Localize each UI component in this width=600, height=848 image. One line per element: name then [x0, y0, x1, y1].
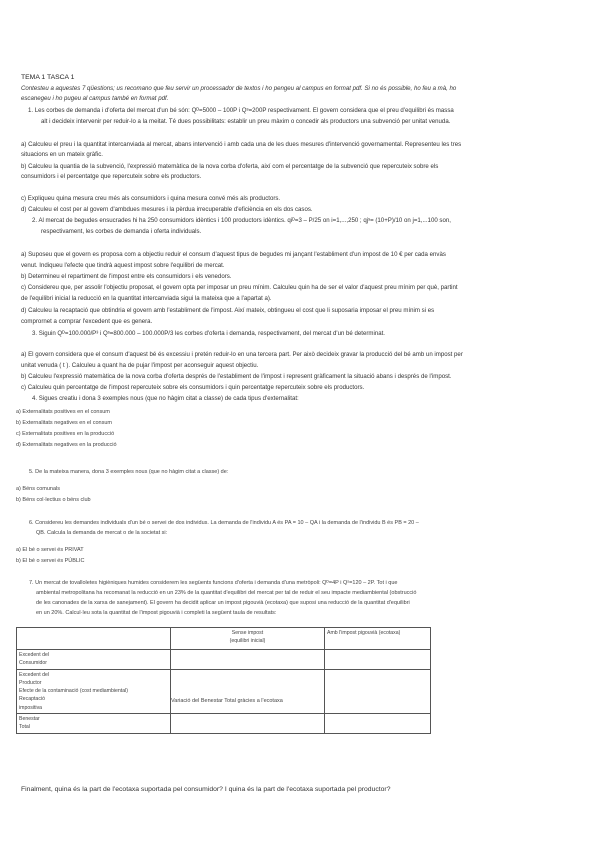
q4-line: 4. Sigues creatiu i dona 3 exemples nous (que no hàgim citat a classe) de cada tipus d'externalitat: — [32, 395, 299, 402]
table-row — [17, 650, 431, 670]
header-no-tax-line-2: (equilibri inicial) — [229, 638, 266, 645]
consumer-surplus-line-2: Consumidor — [19, 660, 47, 667]
q1-a-line-2: situacions en un mateix gràfic. — [21, 151, 103, 158]
consumer-surplus-no-tax-cell — [171, 650, 325, 670]
header-no-tax-line-1: Sense impost — [231, 630, 264, 636]
q2-d-line-2: comprornet a comprar l'excedent que es genera. — [21, 318, 153, 325]
q1-a-line-1: a) Calculeu el preu i la quantitat intercanviada al mercat, abans intervenció i amb cada una de les dues mesures d'intervenció governamental. Representeu les tres — [21, 141, 462, 148]
row-total-welfare-label — [17, 714, 171, 734]
q2-line-1: 2. Al mercat de begudes ensucrades hi ha 250 consumidors idèntics i 100 productors idèntics. qiᴰ=3 – P/25 on i=1,...,250 ; qjˢ= (10+P)/10 on j=1,...100 son, — [32, 217, 451, 224]
q2-a-line-2: venut. Indiqueu l'efecte que tindrà aquest impost sobre l'equilibri de mercat. — [21, 262, 225, 269]
q4-item-c: c) Externalitats positives en la producció — [16, 431, 115, 437]
table-header-with-tax: Amb l'impost pigouvià (ecotaxa) — [325, 628, 431, 650]
q1-b-line-2: consumidors i el percentatge que repercuteix sobre els productors. — [21, 173, 202, 180]
q4-item-b: b) Externalitats negatives en el consum — [16, 420, 112, 426]
table-row — [17, 669, 431, 713]
q7-line-1: 7. Un mercat de tovalloletes higièniques humides considerem les següents funcions d'oferta i demanda d'una metròpoli: Qᴰ=4P i Qˢ=120 – 2P. Tot i que — [29, 580, 398, 586]
consumer-surplus-line-1: Excedent del — [19, 652, 49, 658]
q4-item-d: d) Externalitats negatives en la producció — [16, 442, 117, 448]
q3-c: c) Calculeu quin percentatge de l'impost repercuteix sobre els consumidors i quin percentatge repercuteix sobre els productors. — [21, 384, 365, 391]
q1-d: d) Calculeu el cost per al govern d'ambdues mesures i la pèrdua irrecuperable d'eficiència en els dos casos. — [21, 206, 313, 213]
table-header-row — [17, 628, 431, 650]
table-header-no-tax — [171, 628, 325, 650]
row-producer-surplus-label — [17, 669, 171, 713]
task-title: TEMA 1 TASCA 1 — [21, 74, 75, 81]
q4-item-a: a) Externalitats positives en el consum — [16, 409, 110, 415]
total-welfare-no-tax-cell — [171, 714, 325, 734]
q5-item-b: b) Béns col·lectius o béns club — [16, 497, 91, 503]
results-table — [16, 627, 431, 734]
q3-line: 3. Siguin Qᴰ=100.000/P³ i Qˢ=800.000 – 100.000P/3 les corbes d'oferta i demanda, respectivament, del mercat d'un bé determinat. — [32, 330, 386, 337]
table-header-empty-cell — [17, 628, 171, 650]
q2-d-line-1: d) Calculeu la recaptació que obtindria el govern amb l'establiment de l'impost. Així mateix, obtingueu el cost que li suposaria imposar el preu mínim si es — [21, 307, 435, 314]
q3-a-line-2: unitat venuda ( t ). Calculeu a quant ha de pujar l'impost per aconseguir aquest objectiu. — [21, 362, 259, 369]
final-question: Finalment, quina és la part de l'ecotaxa suportada pel consumidor? I quina és la part de l'ecotaxa suportada pel productor? — [21, 786, 391, 793]
q2-a-line-1: a) Suposeu que el govern es proposa com a objectiu reduir el consum d'aquest tipus de begudes mi jançant l'establiment d'un impost de 10 € per cada envàs — [21, 251, 446, 258]
q3-b: b) Calculeu l'expressió matemàtica de la nova corba d'oferta després de l'establiment de l'impost i represent gràficament la situació abans i després de l'impost. — [21, 373, 452, 380]
q1-line-2: alt i decideix intervenir per reduir-lo a la meitat. Té dues possibilitats: establir un preu màxim o concedir als productors una subvenció per unitat venuda. — [41, 118, 451, 125]
instructions-line-2: escanegeu i ho pugeu al campus també en format pdf. — [21, 95, 169, 102]
q6-line-1: 6. Considereu les demandes individuals d'un bé o servei de dos individus. La demanda de l'individu A és PA = 10 – QA i la demanda de l'individu B és PB = 20 – — [29, 520, 419, 526]
q2-c-line-2: de l'equilibri inicial la reducció en la quantitat intercanviada sigui la mateixa que a l'apartat a). — [21, 295, 272, 302]
q1-b-line-1: b) Calculeu la quantia de la subvenció, l'expressió matemàtica de la nova corba d'oferta, així com el percentatge de la subvenció que repercuteix sobre els — [21, 163, 439, 170]
producer-surplus-with-tax-cell — [325, 669, 431, 713]
q2-b: b) Determineu el repartiment de l'impost entre els consumidors i els venedors. — [21, 273, 232, 280]
pollution-effect-label: Efecte de la contaminació (cost mediambiental) — [19, 688, 128, 695]
instructions-line-1: Contesteu a aquestes 7 qüestions; us recomano que feu servir un processador de textos i ho pengeu al campus en format pdf. Si no és possible, ho feu a mà, ho — [21, 85, 457, 92]
q3-a-line-1: a) El govern considera que el consum d'aquest bé és excessiu i pretén reduir-lo en una tercera part. Per això decideix gravar la producció del bé amb un impost per — [21, 351, 463, 358]
q2-line-2: respectivament, les corbes de demanda i oferta individuals. — [41, 228, 202, 235]
q5-item-a: a) Béns comunals — [16, 486, 61, 492]
producer-surplus-line-2: Productor — [19, 679, 42, 686]
tax-revenue-line-1: Recaptació — [19, 696, 45, 703]
q2-c-line-1: c) Considereu que, per assolir l'objectiu proposat, el govern opta per imposar un preu mínim. Calculeu quin ha de ser el valor d'aquest preu mínim per què, partint — [21, 284, 458, 291]
table-footer-welfare-variation: Variació del Benestar Total gràcies a l'ecotaxa — [171, 698, 283, 704]
total-welfare-line-1: Benestar — [19, 716, 40, 723]
q7-line-2: ambiental metropolitana ha recomanat la reducció en un 23% de la quantitat d'equilibri del mercat per tal de reduir el seu impacte mediambiental (obstrucció — [36, 590, 417, 596]
producer-surplus-line-1: Excedent del — [19, 671, 49, 678]
consumer-surplus-with-tax-cell — [325, 650, 431, 670]
q7-line-4: en un 20%. Calcul·leu sota la quantitat de l'impost pigouvià i completi la següent taula de resultats: — [36, 610, 277, 616]
tax-revenue-line-2: impositiva — [19, 704, 43, 711]
q1-line-1: 1. Les corbes de demanda i d'oferta del mercat d'un bé són: Qᴰ=5000 – 100P i Qˢ=200P respectivament. El govern considera que el preu d'equilibri és massa — [28, 107, 454, 114]
total-welfare-with-tax-cell — [325, 714, 431, 734]
q1-c: c) Expliqueu quina mesura creu més als consumidors i quina mesura convé més als productors. — [21, 195, 281, 202]
q6-item-b: b) El bé o servei és PÚBLIC — [16, 558, 85, 564]
q6-line-2: QB. Calcula la demanda de mercat o de la societat si: — [36, 530, 168, 536]
total-welfare-line-2: Total — [19, 724, 30, 731]
q7-line-3: de les canonades de la xarxa de sanejament). El govern ha decidit aplicar un impost pigouvià (ecotaxa) que suposi una reducció de la quantitat d'equilibri — [36, 600, 410, 606]
table-row — [17, 714, 431, 734]
row-consumer-surplus-label — [17, 650, 171, 670]
q5-line: 5. De la mateixa manera, dona 3 exemples nous (que no hàgim citat a classe) de: — [29, 469, 229, 475]
producer-surplus-no-tax-cell — [171, 669, 325, 713]
q6-item-a: a) El bé o servei és PRIVAT — [16, 547, 84, 553]
